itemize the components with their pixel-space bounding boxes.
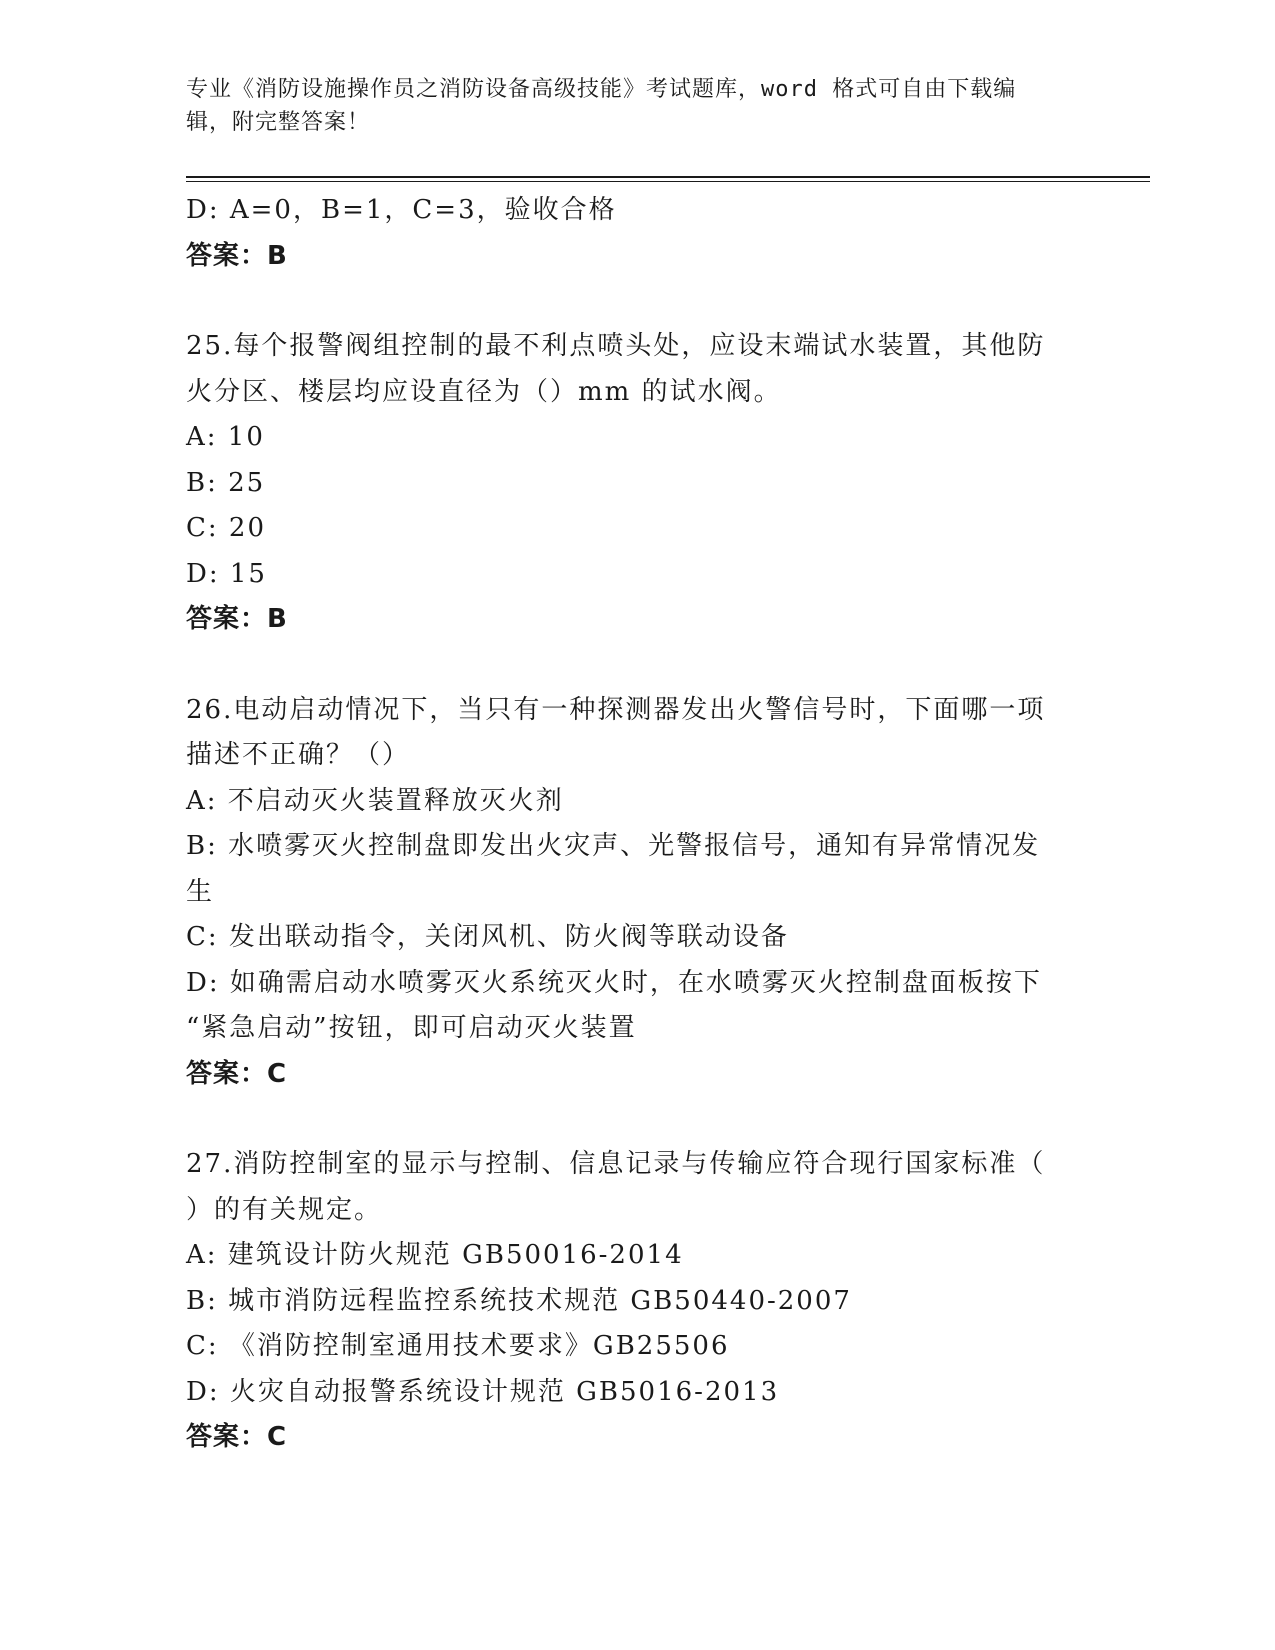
option-b: B: 25 [186, 467, 266, 498]
spacer [186, 1097, 1066, 1142]
question-content [186, 188, 1066, 1461]
option-b: B: 城市消防远程监控系统技术规范 GB50440-2007 [186, 1285, 852, 1316]
answer: 答案：C [186, 1058, 288, 1089]
header-line-1: 专业《消防设施操作员之消防设备高级技能》考试题库，word 格式可自由下载编 [186, 77, 1017, 102]
option-a: A: 10 [186, 422, 265, 452]
question-stem-line: 26.电动启动情况下，当只有一种探测器发出火警信号时，下面哪一项 [186, 694, 1046, 725]
option-c: C: 20 [186, 513, 267, 543]
question-stem-line: 27.消防控制室的显示与控制、信息记录与传输应符合现行国家标准（ [186, 1149, 1046, 1179]
option-d-continued: “紧急启动”按钮，即可启动灭火装置 [186, 1013, 637, 1043]
page-header [186, 73, 1066, 139]
question-25 [186, 324, 1066, 643]
option-d: D: 火灾自动报警系统设计规范 GB5016-2013 [186, 1376, 780, 1407]
question-stem-line: 25.每个报警阀组控制的最不利点喷头处，应设末端试水装置，其他防 [186, 331, 1046, 361]
header-line-2: 辑，附完整答案！ [186, 110, 371, 135]
answer: 答案：B [186, 240, 288, 271]
option-b: B: 水喷雾灭火控制盘即发出火灾声、光警报信号，通知有异常情况发 [186, 831, 1041, 861]
answer: 答案：B [186, 604, 288, 634]
question-stem-line: ）的有关规定。 [186, 1194, 383, 1225]
spacer [186, 643, 1066, 688]
header-divider-thin [186, 181, 1150, 182]
option-d: D: 如确需启动水喷雾灭火系统灭火时，在水喷雾灭火控制盘面板按下 [186, 967, 1042, 998]
option-c: C: 发出联动指令，关闭风机、防火阀等联动设备 [186, 922, 789, 952]
option-c: C: 《消防控制室通用技术要求》GB25506 [186, 1331, 730, 1361]
previous-question-tail [186, 188, 1066, 279]
option-a: A: 建筑设计防火规范 GB50016-2014 [186, 1240, 684, 1270]
question-stem-line: 描述不正确？（） [186, 740, 411, 770]
header-divider-thick [186, 176, 1150, 178]
option-b-continued: 生 [186, 876, 215, 907]
question-27 [186, 1142, 1066, 1461]
answer: 答案：C [186, 1422, 288, 1452]
spacer [186, 279, 1066, 324]
question-26 [186, 688, 1066, 1098]
option-a: A: 不启动灭火装置释放灭火剂 [186, 785, 564, 816]
question-stem-line: 火分区、楼层均应设直径为（）mm 的试水阀。 [186, 376, 782, 407]
option-d: D: 15 [186, 558, 267, 589]
option-d: D: A=0，B=1，C=3，验收合格 [186, 195, 617, 225]
